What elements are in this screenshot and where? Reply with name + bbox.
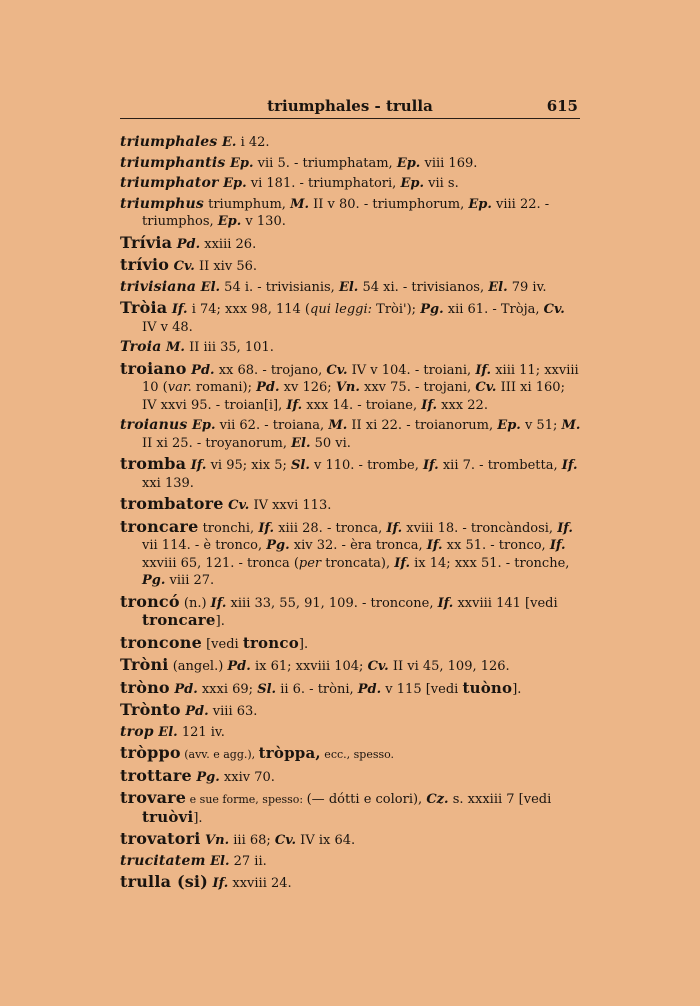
work-abbrev: Cv. [223, 498, 250, 513]
entry-text: xii 61. - Tròja, [443, 302, 544, 317]
entry-troncare [120, 518, 582, 590]
headword: trombatore [120, 494, 224, 513]
work-abbrev: Pd. [172, 236, 201, 252]
entry-text: ix 14; xxx 51. - tronche, [410, 555, 570, 571]
entry-text: v 110. - trombe, [309, 458, 423, 473]
note-text: e sue forme, spesso: [186, 793, 307, 806]
entry-text: viii 63. [208, 704, 258, 719]
entry-text: IV ix 64. [296, 833, 356, 848]
entry-text: II vi 45, 109, 126. [388, 659, 510, 674]
entry-text: ix 61; xxviii 104; [250, 659, 368, 674]
headword: Trònto [120, 700, 181, 719]
entry-text: romani); [191, 380, 257, 395]
entry-text: xiii 11; xxviii 10 ( [142, 362, 579, 395]
headword: triumphus [120, 195, 204, 212]
work-abbrev: Pg. [142, 573, 166, 588]
work-abbrev: El. [488, 279, 508, 295]
entry-text: v 51; [520, 418, 562, 433]
entry-text: vii s. [423, 176, 459, 191]
page-number: 615 [546, 97, 578, 115]
entry-text: vii 114. - è tronco, [142, 538, 267, 553]
work-abbrev: El. [196, 279, 221, 295]
dictionary-entries [120, 134, 582, 896]
work-abbrev: Ep. [217, 214, 242, 229]
entry-text: troncata), [321, 555, 395, 571]
entry-text: ]. [512, 681, 522, 697]
entry-text: vi 95; xix 5; [206, 458, 292, 473]
entry-text: xxv 75. - trojani, [359, 380, 476, 395]
work-abbrev: If. [422, 458, 439, 473]
headword: troncó [120, 591, 180, 611]
entry-text: xxx 14. - troiane, [302, 397, 422, 413]
entry-text: II xi 22. - troianorum, [347, 418, 498, 433]
entry-trivio [120, 256, 582, 276]
entry-troianus [120, 417, 582, 452]
work-abbrev: If. [426, 538, 443, 553]
work-abbrev: Pd. [180, 704, 209, 719]
entry-tronto [120, 701, 582, 721]
work-abbrev: If. [167, 302, 188, 317]
entry-text: xxxi 69; [197, 681, 258, 697]
entry-text: III xi 160; IV xxvi 95. - troian[i], [142, 380, 565, 413]
work-abbrev: Ep. [225, 155, 254, 171]
work-abbrev: If. [286, 397, 303, 413]
work-abbrev: If. [561, 458, 578, 473]
headword: Tròni [120, 655, 169, 674]
work-abbrev: Pd. [169, 681, 198, 697]
headword: troncone [120, 632, 202, 652]
headword: trop [120, 723, 154, 740]
entry-text: i 42. [236, 135, 270, 150]
entry-troia [120, 299, 582, 336]
entry-text: 27 ii. [229, 853, 267, 869]
headword: tròno [120, 677, 170, 697]
work-abbrev: If. [386, 520, 403, 536]
entry-text: vii 5. - triumphatam, [253, 155, 397, 171]
work-abbrev: Cv. [367, 659, 389, 674]
work-abbrev: M. [161, 340, 185, 355]
note-text: ecc., spesso. [320, 748, 395, 761]
running-head: triumphales - trulla [267, 97, 433, 115]
entry-trottare [120, 767, 582, 787]
entry-text: xxviii 24. [228, 876, 292, 891]
work-abbrev: Sl. [257, 681, 277, 697]
headword: triumphantis [120, 154, 226, 171]
work-abbrev: Cv. [326, 362, 348, 378]
entry-text: 54 i. - trivisianis, [220, 279, 339, 295]
work-abbrev: Cv. [543, 302, 565, 317]
work-abbrev: El. [291, 435, 311, 451]
entry-text: xxviii 141 [vedi [453, 595, 558, 611]
work-abbrev: El. [338, 279, 359, 295]
work-abbrev: Pg. [191, 769, 220, 785]
entry-trivisiana [120, 279, 582, 297]
work-abbrev: Cv. [169, 259, 195, 274]
entry-text: xviii 18. - troncàndosi, [402, 520, 558, 536]
entry-text: II xiv 56. [194, 259, 257, 274]
entry-trovatori [120, 830, 582, 850]
work-abbrev: El. [153, 724, 178, 740]
headword: trivisiana [120, 278, 197, 295]
headword: trulla (si) [120, 872, 208, 891]
entry-text: iii 68; [229, 833, 275, 848]
entry-troni [120, 656, 582, 676]
entry-tronco [120, 593, 582, 631]
entry-text: (n.) [179, 595, 211, 611]
entry-text: xxiv 70. [219, 769, 275, 785]
entry-text: xx 51. - tronco, [442, 538, 550, 553]
entry-text: IV xxvi 113. [249, 498, 332, 513]
work-abbrev: Cz. [426, 792, 449, 807]
entry-trivia [120, 234, 582, 254]
entry-text: vi 181. - triumphatori, [246, 176, 401, 191]
work-abbrev: Cv. [475, 380, 497, 395]
entry-text: v 115 [vedi [381, 681, 463, 697]
entry-text: viii 27. [165, 573, 215, 588]
entry-text: xv 126; [279, 380, 336, 395]
headword: Tròia [120, 298, 168, 317]
headword: trucitatem [120, 852, 206, 869]
entry-text: Tròi'); [372, 302, 421, 317]
work-abbrev: If. [421, 397, 438, 413]
headword: Trívia [120, 232, 173, 252]
entry-triumphus [120, 196, 582, 231]
entry-troppo [120, 744, 582, 764]
entry-troiano [120, 360, 582, 415]
entry-text: IV v 104. - troiani, [347, 362, 476, 378]
headword: trovare [120, 788, 187, 807]
entry-text: 50 vi. [310, 435, 351, 451]
work-abbrev: Ep. [218, 176, 247, 191]
entry-text: IV v 48. [142, 319, 193, 335]
work-abbrev: M. [561, 418, 581, 433]
work-abbrev: M. [328, 418, 348, 433]
entry-triumphator [120, 175, 582, 193]
entry-tromba [120, 455, 582, 492]
work-abbrev: Ep. [400, 176, 424, 191]
cross-ref: truòvi [142, 807, 194, 826]
cross-ref: troncare [142, 611, 216, 629]
headword: tromba [120, 454, 187, 473]
work-abbrev: Pd. [357, 681, 382, 697]
entry-text: i 74; xxx 98, 114 ( [187, 302, 310, 317]
work-abbrev: If. [207, 876, 229, 891]
work-abbrev: Ep. [497, 418, 521, 433]
italic-note: qui leggi: [310, 302, 373, 317]
entry-text: xiii 33, 55, 91, 109. - troncone, [226, 595, 438, 611]
work-abbrev: Pg. [420, 302, 444, 317]
cross-ref: tuòno [462, 678, 513, 697]
headword: trottare [120, 765, 192, 785]
entry-text: xxviii 65, 121. - tronca ( [142, 555, 299, 571]
entry-triumphantis [120, 155, 582, 173]
entry-text: II iii 35, 101. [184, 340, 274, 355]
work-abbrev: If. [557, 520, 573, 536]
entry-text: ]. [193, 810, 203, 826]
work-abbrev: Ep. [396, 155, 421, 171]
entry-trucitatem [120, 853, 582, 871]
entry-troncone [120, 634, 582, 654]
italic-note: per [298, 555, 322, 571]
entry-trovare [120, 789, 582, 827]
entry-text: v 130. [241, 214, 286, 229]
entry-text: ]. [215, 614, 225, 629]
entry-text: 79 iv. [507, 279, 547, 295]
header-rule [120, 118, 580, 119]
entry-text: viii 169. [420, 155, 478, 171]
headword: Troia [120, 339, 162, 355]
entry-trop [120, 724, 582, 742]
entry-text: tronchi, [198, 520, 259, 536]
entry-text: xiii 28. - tronca, [274, 520, 387, 536]
page-header [120, 97, 580, 119]
work-abbrev: M. [290, 196, 309, 212]
entry-text: xii 7. - trombetta, [438, 458, 562, 473]
work-abbrev: Pd. [256, 380, 280, 395]
work-abbrev: Sl. [291, 458, 310, 473]
work-abbrev: If. [210, 595, 227, 611]
entry-text: 121 iv. [177, 724, 225, 740]
entry-text: viii 22. - triumphos, [142, 196, 550, 229]
cross-ref: tròppa, [258, 744, 321, 762]
headword: trovatori [120, 829, 201, 848]
entry-text: ii 6. - tròni, [276, 681, 358, 697]
entry-text: xx 68. - trojano, [214, 362, 327, 378]
entry-text: [vedi [201, 636, 243, 652]
work-abbrev: If. [394, 555, 411, 571]
entry-trulla [120, 873, 582, 893]
entry-text: triumphum, [203, 196, 291, 212]
work-abbrev: El. [205, 853, 230, 869]
headword: tròppo [120, 743, 181, 762]
work-abbrev: Pg. [266, 538, 290, 553]
italic-note: var. [167, 380, 192, 395]
work-abbrev: If. [475, 362, 492, 378]
work-abbrev: Vn. [335, 380, 360, 395]
entry-triumphales [120, 134, 582, 152]
entry-text: II v 80. - triumphorum, [309, 196, 469, 212]
entry-trombatore [120, 495, 582, 515]
note-text: (avv. e agg.), [180, 748, 259, 761]
headword: troiano [120, 358, 187, 378]
work-abbrev: Cv. [274, 833, 297, 848]
entry-text: xiv 32. - èra tronca, [289, 538, 427, 553]
entry-trono [120, 679, 582, 699]
entry-troia-lat [120, 339, 582, 357]
work-abbrev: Vn. [200, 833, 230, 848]
entry-text: xxiii 26. [200, 236, 257, 252]
entry-text: s. xxxiii 7 [vedi [448, 792, 552, 807]
entry-text: 54 xi. - trivisianos, [358, 279, 489, 295]
headword: troncare [120, 516, 199, 536]
cross-ref: tronco [242, 633, 299, 652]
headword: triumphales [120, 134, 218, 150]
work-abbrev: Pd. [186, 362, 215, 378]
entry-text: xxi 139. [142, 475, 194, 491]
entry-text: ]. [298, 636, 309, 652]
entry-text: (— dótti e colori), [306, 792, 427, 807]
entry-text: II xi 25. - troyanorum, [142, 435, 292, 451]
entry-text: xxx 22. [437, 397, 488, 413]
entry-text: vii 62. - troiana, [215, 418, 329, 433]
headword: triumphator [120, 175, 219, 191]
headword: trívio [120, 255, 170, 274]
work-abbrev: Ep. [187, 418, 216, 433]
headword: troianus [120, 417, 188, 433]
work-abbrev: If. [186, 458, 207, 473]
work-abbrev: If. [437, 595, 454, 611]
work-abbrev: If. [549, 538, 566, 553]
work-abbrev: E. [217, 135, 237, 150]
work-abbrev: Ep. [468, 196, 492, 212]
work-abbrev: If. [258, 520, 275, 536]
entry-text: (angel.) [168, 659, 228, 674]
work-abbrev: Pd. [227, 659, 251, 674]
